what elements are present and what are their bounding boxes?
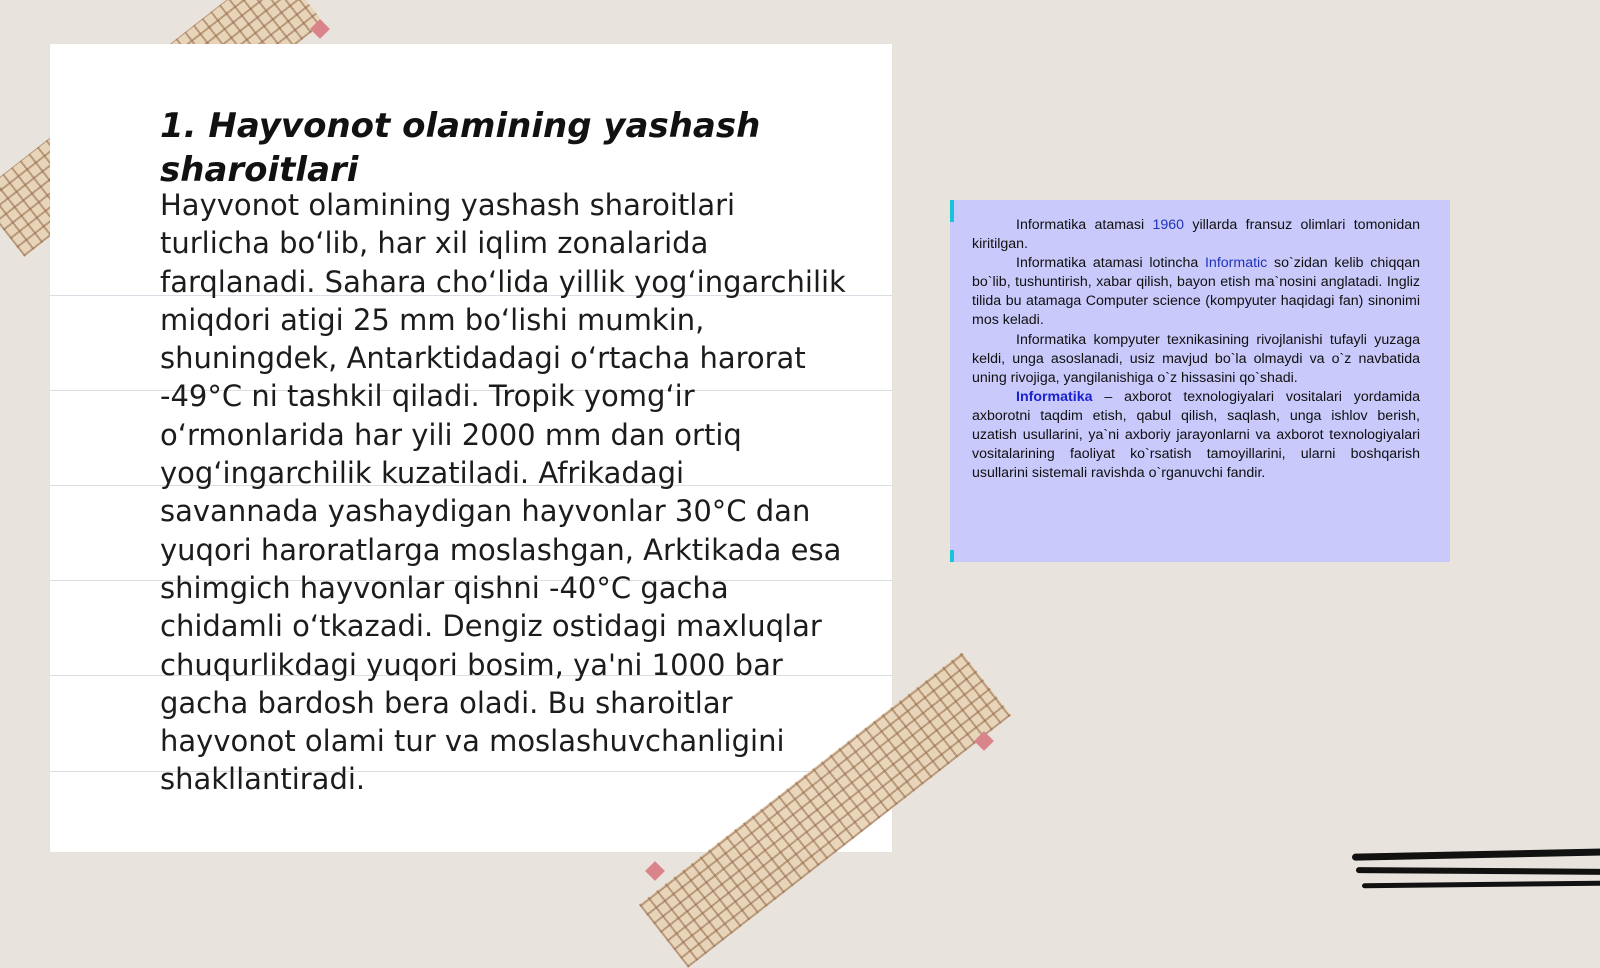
informatika-text [972,216,1420,483]
info-paragraph-4: Informatika – axborot texnologiyalari vositalari yordamida axborotni taqdim etish, qabul qilish, saqlash, unga ishlov berish, uzatish usullarini, ya`ni axboriy jarayonlarni va axborot texnologiyalari vositalarining faoliyat ko`rsatish tamoyillarini, ularni boshqarish usullarini sistemali ravishda o`rganuvchi fandir. [972,388,1420,482]
highlight-word: Informatic [1204,255,1268,272]
highlight-term: Informatika [1016,388,1093,405]
panel-edge-accent [950,200,954,222]
tape-end-marker [645,861,665,881]
info-paragraph-1: Informatika atamasi 1960 yillarda fransuz olimlari tomonidan kiritilgan. [972,217,1420,253]
slide-title: 1. Hayvonot olamining yashash sharoitlari [160,106,761,190]
highlight-year: 1960 [1152,217,1185,233]
informatika-text-image [950,200,1450,562]
info-paragraph-2: Informatika atamasi lotincha Informatic so`zidan kelib chiqqan bo`lib, tushuntirish, xabar qilish, bayon etish ma`nosini anglatadi. Ingliz tilida bu atamaga Computer science (kompyuter haqidagi fan) sinonimi mos keladi. [972,255,1420,329]
panel-edge-accent [950,550,954,562]
decorative-pen-stroke [1356,867,1600,875]
decorative-pen-stroke [1362,881,1600,889]
info-paragraph-3: Informatika kompyuter texnikasining rivojlanishi tufayli yuzaga keldi, unga asoslanadi, usiz mavjud bo`la olmaydi va o`z navbatida uning rivojiga, yangilanishiga o`z hissasini qo`shadi. [972,331,1420,386]
slide-body-text: Hayvonot olamining yashash sharoitlari turlicha bo‘lib, har xil iqlim zonalarida farqlanadi. Sahara cho‘lida yillik yog‘ingarchilik miqdori atigi 25 mm bo‘lishi mumkin, shuningdek, Antarktidadagi o‘rtacha harorat -49°C ni tashkil qiladi. Tropik yomg‘ir o‘rmonlarida har yili 2000 mm dan ortiq yog‘ingarchilik kuzatiladi. Afrikadagi savannada yashaydigan hayvonlar 30°C dan yuqori haroratlarga moslashgan, Arktikada esa shimgich hayvonlar qishni -40°C gacha chidamli o‘tkazadi. Dengiz ostidagi maxluqlar chuqurlikdagi yuqori bosim, ya'ni 1000 bar gacha bardosh bera oladi. Bu sharoitlar hayvonot olami tur va moslashuvchanligini shakllantiradi. [160,188,846,797]
decorative-pen-stroke [1352,848,1600,860]
